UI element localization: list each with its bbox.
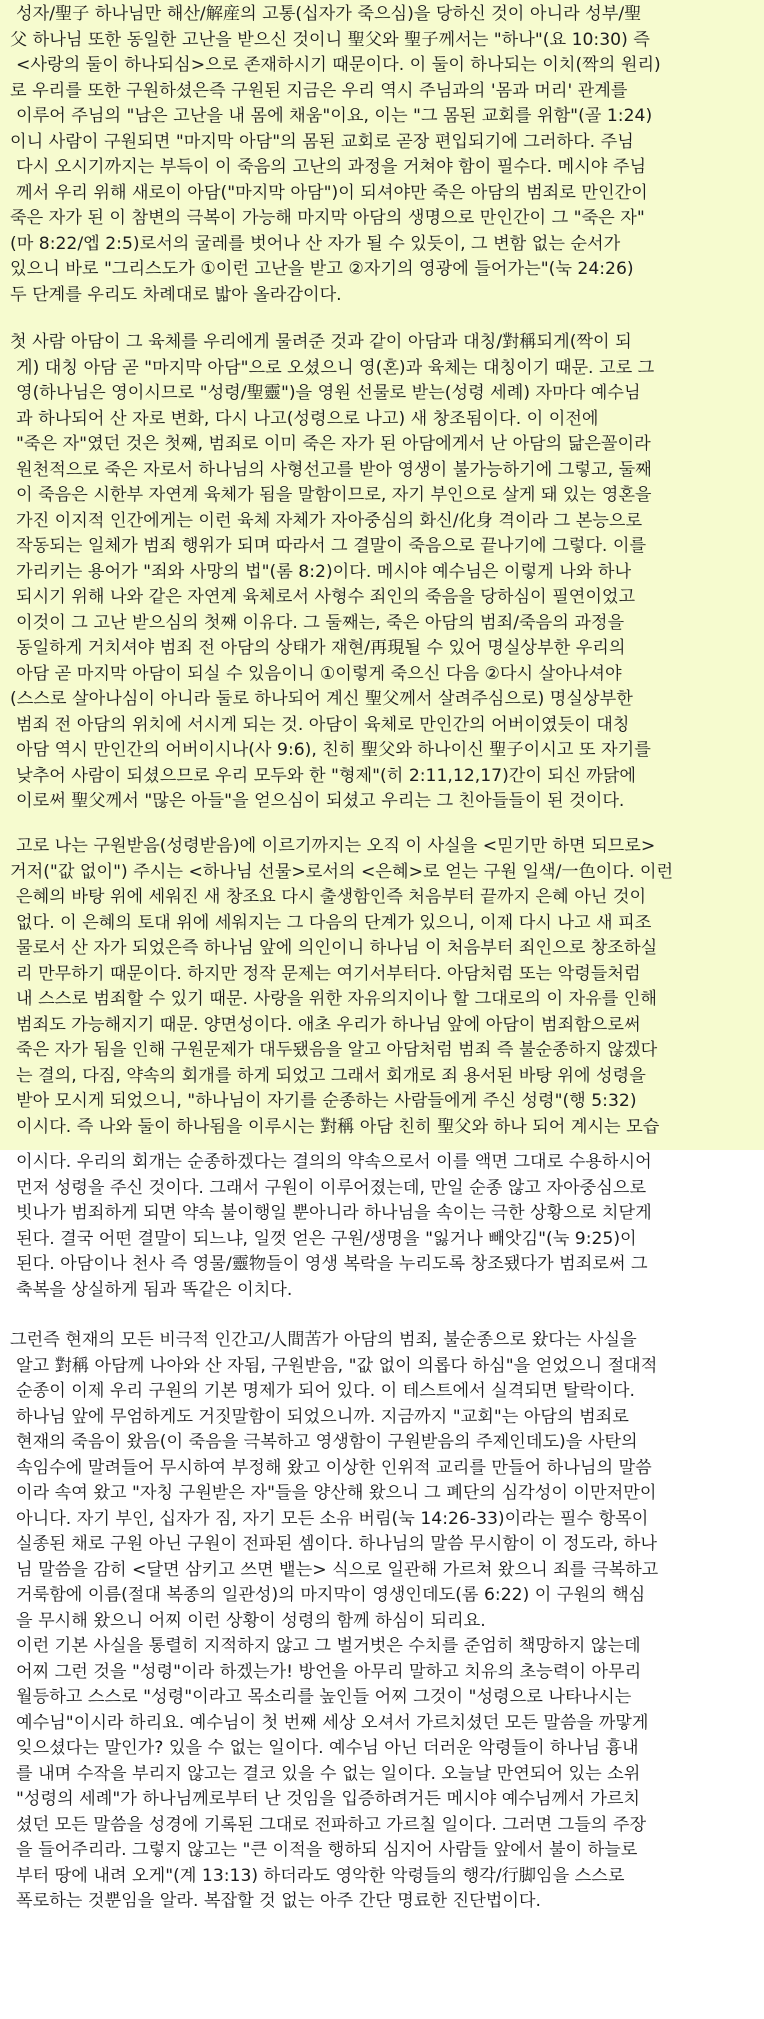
text-line: 이니 사람이 구원되면 "마지막 아담"의 몸된 교회로 곧장 편입되기에 그러하다. 주님 [10, 131, 634, 152]
text-line: 예수님"이시라 하리요. 예수님이 첫 번째 세상 오셔서 가르치셨던 모든 말씀을 까맣게 [16, 1712, 649, 1733]
text-line: 첫 사람 아담이 그 육체를 우리에게 물려준 것과 같이 아담과 대칭/對稱되게(짝이 되 [10, 332, 632, 352]
text-line: 물로서 산 자가 되었은즉 하나님 앞에 의인이니 하나님 이 처음부터 죄인으로 창조하실 [16, 938, 658, 958]
text-line: 를 내며 수작을 부리지 않고는 결코 있을 수 없는 일이다. 오늘날 만연되어 있는 소위 [16, 1763, 641, 1784]
text-line: 이런 기본 사실을 통렬히 지적하지 않고 그 벌거벗은 수치를 준엄히 책망하지 않는데 [16, 1636, 641, 1656]
text-line: "죽은 자"였던 것은 첫째, 범죄로 이미 죽은 자가 된 아담에게서 난 아담의 닮은꼴이라 [16, 434, 651, 454]
text-line: "성령의 세례"가 하나님께로부터 난 것임을 입증하려거든 메시야 예수님께서 가르치 [16, 1789, 641, 1809]
text-line: 실종된 채로 구원 아닌 구원이 전파된 셈이다. 하나님의 말씀 무시함이 이 정도라, 하나 [16, 1534, 657, 1554]
text-line: 작동되는 일체가 범죄 행위가 되며 따라서 그 결말이 죽음으로 끝나기에 그렇다. 이를 [16, 536, 647, 556]
paragraph-3 [0, 834, 764, 1150]
text-line: 하나님 앞에 무엄하게도 거짓말함이 되었으니까. 지금까지 "교회"는 아담의 범죄로 [16, 1406, 629, 1427]
text-line: 알고 對稱 아담께 나아와 산 자됨, 구원받음, "값 없이 의롭다 하심"을 얻었으니 절대적 [16, 1355, 658, 1376]
text-line: 이로써 聖父께서 "많은 아들"을 얻으심이 되셨고 우리는 그 친아들들이 된 것이다. [16, 791, 625, 811]
text-line: (마 8:22/엡 2:5)로서의 굴레를 벗어나 산 자가 될 수 있듯이, 그 변함 없는 순서가 [10, 233, 621, 254]
text-line: 이루어 주님의 "남은 고난을 내 몸에 채움"이요, 이는 "그 몸된 교회를 위함"(골 1:24) [16, 106, 653, 126]
text-line: 원천적으로 죽은 자로서 하나님의 사형선고를 받아 영생이 불가능하기에 그렇고, 둘째 [16, 459, 652, 480]
text-line: 는 결의, 다짐, 약속의 회개를 하게 되었고 그래서 회개로 죄 용서된 바탕 위에 성령을 [16, 1065, 646, 1086]
text-line: 성자/聖子 하나님만 해산/解産의 고통(십자가 죽으심)을 당하신 것이 아니라 성부/聖 [16, 4, 642, 24]
text-line: 고로 나는 구원받음(성령받음)에 이르기까지는 오직 이 사실을 <믿기만 하면 되므로> [16, 836, 656, 856]
text-line: 이 죽음은 시한부 자연계 육체가 됨을 말함이므로, 자기 부인으로 살게 돼 있는 영혼을 [16, 485, 652, 505]
text-line: 가리키는 용어가 "죄와 사망의 법"(롬 8:2)이다. 메시야 예수님은 이렇게 나와 하나 [16, 561, 632, 582]
text-line: 잊으셨다는 말인가? 있을 수 없는 일이다. 예수님 아닌 더러운 악령들이 하나님 흉내 [16, 1738, 639, 1758]
paragraph-gap [10, 1303, 754, 1328]
text-line: 영(하나님은 영이시므로 "성령/聖靈")을 영원 선물로 받는(성령 세례) 자마다 예수님 [16, 383, 641, 403]
text-line: 님 말씀을 감히 <달면 삼키고 쓰면 뱉는> 식으로 일관해 가르쳐 왔으니 죄를 극복하고 [16, 1559, 659, 1580]
paragraph-2 [0, 330, 764, 834]
text-line: 셨던 모든 말씀을 성경에 기록된 그대로 전파하고 가르칠 일이다. 그러면 그들의 주장 [16, 1814, 647, 1835]
text-line: 현재의 죽음이 왔음(이 죽음을 극복하고 영생함이 구원받음의 주제인데도)을 사탄의 [16, 1432, 638, 1452]
text-line: 폭로하는 것뿐임을 알라. 복잡할 것 없는 아주 간단 명료한 진단법이다. [16, 1891, 541, 1911]
text-line: 께서 우리 위해 새로이 아담("마지막 아담")이 되셔야만 죽은 아담의 범죄로 만인간이 [16, 182, 648, 203]
text-line: 죽은 자가 됨을 인해 구원문제가 대두됐음을 알고 아담처럼 범죄 즉 불순종하지 않겠다 [16, 1040, 658, 1060]
text-line: 받아 모시게 되었으니, "하나님이 자기를 순종하는 사람들에게 주신 성령"(행 5:32) [16, 1091, 637, 1111]
text-line: 된다. 결국 어떤 결말이 되느냐, 일껏 얻은 구원/생명을 "잃거나 빼앗김"(눅 9:25)이 [16, 1228, 637, 1249]
text-line: 있으니 바로 "그리스도가 ①이런 고난을 받고 ②자기의 영광에 들어가는"(눅 24:26) [10, 259, 634, 279]
text-line: 을 무시해 왔으니 어찌 이런 상황이 성령의 함께 하심이 되리요. [16, 1610, 486, 1631]
text-line: 빗나가 범죄하게 되면 약속 불이행일 뿐아니라 하나님을 속이는 극한 상황으로 치닫게 [16, 1203, 652, 1223]
text-line: 범죄 전 아담의 위치에 서시게 되는 것. 아담이 육체로 만인간의 어버이였듯이 대칭 [16, 714, 630, 735]
text-line: 이시다. 우리의 회개는 순종하겠다는 결의의 약속으로서 이를 액면 그대로 수용하시어 [16, 1152, 652, 1172]
paragraph-4 [0, 1150, 764, 1631]
text-line: 리 만무하기 때문이다. 하지만 정작 문제는 여기서부터다. 아담처럼 또는 악령들처럼 [16, 963, 641, 984]
text-line: 거룩함에 이름(절대 복종의 일관성)의 마지막이 영생인데도(롬 6:22) 이 구원의 핵심 [16, 1585, 646, 1605]
text-line: <사랑의 둘이 하나되심>으로 존재하시기 때문이다. 이 둘이 하나되는 이치(짝의 원리) [16, 55, 661, 75]
text-line: 이라 속여 왔고 "자칭 구원받은 자"들을 양산해 왔으니 그 폐단의 심각성이 이만저만이 [16, 1483, 657, 1503]
text-line: 그런즉 현재의 모든 비극적 인간고/人間苦가 아담의 범죄, 불순종으로 왔다는 사실을 [10, 1330, 637, 1350]
text-line: 어찌 그런 것을 "성령"이라 하겠는가! 방언을 아무리 말하고 치유의 초능력이 아무리 [16, 1661, 642, 1682]
text-line: 아담 곧 마지막 아담이 되실 수 있음이니 ①이렇게 죽으신 다음 ②다시 살아나셔야 [16, 663, 622, 684]
text-line: 다시 오시기까지는 부득이 이 죽음의 고난의 과정을 거쳐야 함이 필수다. 메시야 주님 [16, 157, 647, 177]
text-line: 부터 땅에 내려 오게"(계 13:13) 하더라도 영악한 악령들의 행각/行脚임을 스스로 [16, 1865, 625, 1886]
text-line: 거저("값 없이") 주시는 <하나님 선물>로서의 <은혜>로 얻는 구원 일색/一色이다. 이런 [10, 861, 674, 882]
text-line: 이것이 그 고난 받으심의 첫째 이유다. 그 둘째는, 죽은 아담의 범죄/죽음의 과정을 [16, 612, 625, 633]
text-line: (스스로 살아나심이 아니라 둘로 하나되어 계신 聖父께서 살려주심으로) 명실상부한 [10, 689, 633, 709]
text-line: 두 단계를 우리도 차례대로 밟아 올라감이다. [10, 284, 342, 305]
text-line: 없다. 이 은혜의 토대 위에 세워지는 그 다음의 단계가 있으니, 이제 다시 나고 새 피조 [16, 912, 652, 933]
text-line: 을 들어주리라. 그렇지 않고는 "큰 이적을 행하되 심지어 사람들 앞에서 불이 하늘로 [16, 1840, 638, 1860]
text-line: 아담 역시 만인간의 어버이시나(사 9:6), 친히 聖父와 하나이신 聖子이시고 또 자기를 [16, 740, 651, 760]
text-line: 죽은 자가 된 이 참변의 극복이 가능해 마지막 아담의 생명으로 만인간이 그 "죽은 자" [10, 208, 645, 228]
text-line: 내 스스로 범죄할 수 있기 때문. 사랑을 위한 자유의지이나 할 그대로의 이 자유를 인해 [16, 989, 657, 1009]
text-line: 된다. 아담이나 천사 즉 영물/靈物들이 영생 복락을 누리도록 창조됐다가 범죄로써 그 [16, 1254, 648, 1274]
text-line: 축복을 상실하게 됨과 똑같은 이치다. [16, 1279, 293, 1300]
text-line: 과 하나되어 산 자로 변화, 다시 나고(성령으로 나고) 새 창조됨이다. 이 이전에 [16, 408, 599, 429]
paragraph-1 [0, 0, 764, 330]
text-line: 월등하고 스스로 "성령"이라고 목소리를 높인들 어찌 그것이 "성령으로 나타나시는 [16, 1687, 632, 1707]
text-line: 은혜의 바탕 위에 세워진 새 창조요 다시 출생함인즉 처음부터 끝까지 은혜 아닌 것이 [16, 887, 647, 907]
text-line: 아니다. 자기 부인, 십자가 짐, 자기 모든 소유 버림(눅 14:26-33)이라는 필수 항목이 [16, 1508, 649, 1529]
text-line: 로 우리를 또한 구원하셨은즉 구원된 지금은 우리 역시 주님과의 '몸과 머리' 관계를 [10, 80, 628, 101]
text-line: 범죄도 가능해지기 때문. 양면성이다. 애초 우리가 하나님 앞에 아담이 범죄함으로써 [16, 1014, 641, 1035]
text-line: 게) 대칭 아담 곧 "마지막 아담"으로 오셨으니 영(혼)과 육체는 대칭이기 때문. 고로 그 [16, 357, 655, 378]
text-line: 동일하게 거치셔야 범죄 전 아담의 상태가 재현/再現될 수 있어 명실상부한 우리의 [16, 638, 626, 658]
text-line: 이시다. 즉 나와 둘이 하나됨을 이루시는 對稱 아담 친히 聖父와 하나 되어 계시는 모습 [16, 1116, 660, 1137]
text-line: 되시기 위해 나와 같은 자연계 육체로서 사형수 죄인의 죽음을 당하심이 필연이었고 [16, 587, 636, 607]
paragraph-6 [0, 1609, 764, 2006]
text-line: 먼저 성령을 주신 것이다. 그래서 구원이 이루어졌는데, 만일 순종 않고 자아중심으로 [16, 1177, 647, 1198]
text-line: 속임수에 말려들어 무시하여 부정해 왔고 이상한 인위적 교리를 만들어 하나님의 말씀 [16, 1457, 652, 1478]
text-line: 낮추어 사람이 되셨으므로 우리 모두와 한 "형제"(히 2:11,12,17)간이 되신 까닭에 [16, 765, 636, 786]
text-line: 父 하나님 또한 동일한 고난을 받으신 것이니 聖父와 聖子께서는 "하나"(요 10:30) 즉 [10, 29, 650, 50]
text-line: 순종이 이제 우리 구원의 기본 명제가 되어 있다. 이 테스트에서 실격되면 탈락이다. [16, 1381, 635, 1401]
text-line: 가진 이지적 인간에게는 이런 육체 자체가 자아중심의 화신/化身 격이라 그 본능으로 [16, 510, 643, 531]
